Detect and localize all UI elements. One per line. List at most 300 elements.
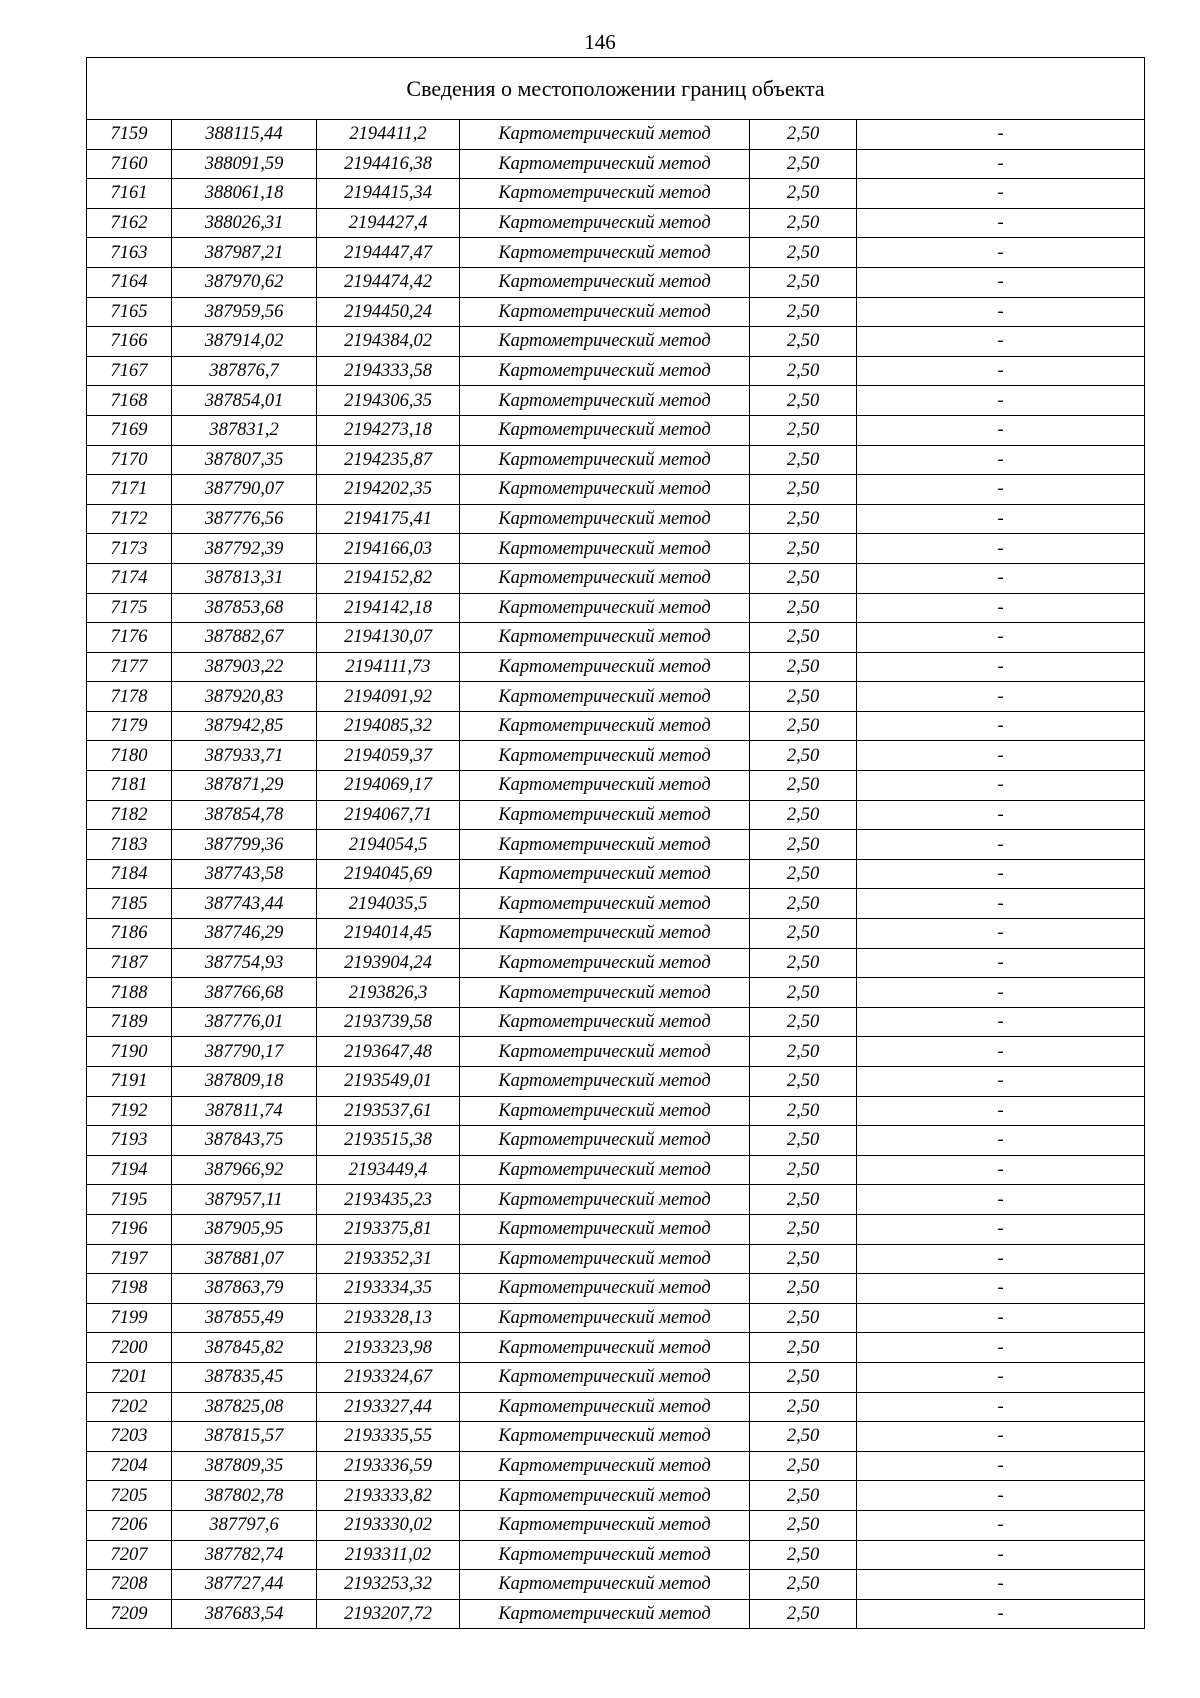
point-number-cell: 7176 — [87, 623, 172, 653]
x-coordinate-cell: 387957,11 — [172, 1185, 317, 1215]
point-number-cell: 7181 — [87, 771, 172, 801]
description-cell: - — [857, 623, 1145, 653]
method-cell: Картометрический метод — [460, 1274, 750, 1304]
point-number-cell: 7177 — [87, 652, 172, 682]
point-number-cell: 7184 — [87, 859, 172, 889]
description-cell: - — [857, 297, 1145, 327]
point-number-cell: 7169 — [87, 415, 172, 445]
point-number-cell: 7165 — [87, 297, 172, 327]
table-row — [87, 1333, 1145, 1363]
table-row — [87, 919, 1145, 949]
y-coordinate-cell: 2194069,17 — [317, 771, 460, 801]
method-cell: Картометрический метод — [460, 859, 750, 889]
table-row — [87, 1155, 1145, 1185]
y-coordinate-cell: 2194415,34 — [317, 179, 460, 209]
point-number-cell: 7193 — [87, 1126, 172, 1156]
y-coordinate-cell: 2194447,47 — [317, 238, 460, 268]
description-cell: - — [857, 504, 1145, 534]
description-cell: - — [857, 327, 1145, 357]
y-coordinate-cell: 2194175,41 — [317, 504, 460, 534]
x-coordinate-cell: 387776,01 — [172, 1007, 317, 1037]
description-cell: - — [857, 741, 1145, 771]
method-cell: Картометрический метод — [460, 919, 750, 949]
method-cell: Картометрический метод — [460, 356, 750, 386]
accuracy-cell: 2,50 — [750, 1244, 857, 1274]
accuracy-cell: 2,50 — [750, 741, 857, 771]
x-coordinate-cell: 387905,95 — [172, 1214, 317, 1244]
description-cell: - — [857, 652, 1145, 682]
description-cell: - — [857, 1303, 1145, 1333]
point-number-cell: 7186 — [87, 919, 172, 949]
accuracy-cell: 2,50 — [750, 1540, 857, 1570]
point-number-cell: 7174 — [87, 563, 172, 593]
table-row — [87, 475, 1145, 505]
y-coordinate-cell: 2194450,24 — [317, 297, 460, 327]
y-coordinate-cell: 2193549,01 — [317, 1067, 460, 1097]
y-coordinate-cell: 2193537,61 — [317, 1096, 460, 1126]
point-number-cell: 7166 — [87, 327, 172, 357]
x-coordinate-cell: 387766,68 — [172, 978, 317, 1008]
y-coordinate-cell: 2193449,4 — [317, 1155, 460, 1185]
method-cell: Картометрический метод — [460, 948, 750, 978]
table-row — [87, 1126, 1145, 1156]
y-coordinate-cell: 2194054,5 — [317, 830, 460, 860]
point-number-cell: 7161 — [87, 179, 172, 209]
x-coordinate-cell: 387845,82 — [172, 1333, 317, 1363]
point-number-cell: 7199 — [87, 1303, 172, 1333]
accuracy-cell: 2,50 — [750, 800, 857, 830]
description-cell: - — [857, 978, 1145, 1008]
accuracy-cell: 2,50 — [750, 682, 857, 712]
accuracy-cell: 2,50 — [750, 534, 857, 564]
description-cell: - — [857, 1570, 1145, 1600]
method-cell: Картометрический метод — [460, 741, 750, 771]
point-number-cell: 7209 — [87, 1599, 172, 1629]
point-number-cell: 7203 — [87, 1422, 172, 1452]
method-cell: Картометрический метод — [460, 1422, 750, 1452]
point-number-cell: 7195 — [87, 1185, 172, 1215]
accuracy-cell: 2,50 — [750, 1362, 857, 1392]
accuracy-cell: 2,50 — [750, 593, 857, 623]
description-cell: - — [857, 1155, 1145, 1185]
y-coordinate-cell: 2193330,02 — [317, 1510, 460, 1540]
accuracy-cell: 2,50 — [750, 1333, 857, 1363]
table-row — [87, 179, 1145, 209]
point-number-cell: 7159 — [87, 120, 172, 150]
x-coordinate-cell: 387876,7 — [172, 356, 317, 386]
description-cell: - — [857, 919, 1145, 949]
accuracy-cell: 2,50 — [750, 1185, 857, 1215]
point-number-cell: 7162 — [87, 208, 172, 238]
y-coordinate-cell: 2193335,55 — [317, 1422, 460, 1452]
point-number-cell: 7173 — [87, 534, 172, 564]
method-cell: Картометрический метод — [460, 534, 750, 564]
x-coordinate-cell: 387743,58 — [172, 859, 317, 889]
method-cell: Картометрический метод — [460, 1303, 750, 1333]
y-coordinate-cell: 2194091,92 — [317, 682, 460, 712]
y-coordinate-cell: 2194059,37 — [317, 741, 460, 771]
method-cell: Картометрический метод — [460, 415, 750, 445]
table-title-row — [87, 58, 1145, 120]
table-row — [87, 1392, 1145, 1422]
x-coordinate-cell: 387776,56 — [172, 504, 317, 534]
x-coordinate-cell: 387853,68 — [172, 593, 317, 623]
x-coordinate-cell: 388061,18 — [172, 179, 317, 209]
accuracy-cell: 2,50 — [750, 238, 857, 268]
description-cell: - — [857, 208, 1145, 238]
table-row — [87, 800, 1145, 830]
method-cell: Картометрический метод — [460, 1214, 750, 1244]
point-number-cell: 7190 — [87, 1037, 172, 1067]
x-coordinate-cell: 387727,44 — [172, 1570, 317, 1600]
x-coordinate-cell: 387933,71 — [172, 741, 317, 771]
accuracy-cell: 2,50 — [750, 1037, 857, 1067]
y-coordinate-cell: 2194416,38 — [317, 149, 460, 179]
description-cell: - — [857, 563, 1145, 593]
y-coordinate-cell: 2193334,35 — [317, 1274, 460, 1304]
x-coordinate-cell: 387843,75 — [172, 1126, 317, 1156]
description-cell: - — [857, 1422, 1145, 1452]
method-cell: Картометрический метод — [460, 149, 750, 179]
description-cell: - — [857, 1451, 1145, 1481]
method-cell: Картометрический метод — [460, 120, 750, 150]
point-number-cell: 7179 — [87, 711, 172, 741]
description-cell: - — [857, 889, 1145, 919]
point-number-cell: 7200 — [87, 1333, 172, 1363]
table-row — [87, 1244, 1145, 1274]
table-row — [87, 593, 1145, 623]
x-coordinate-cell: 388026,31 — [172, 208, 317, 238]
accuracy-cell: 2,50 — [750, 208, 857, 238]
accuracy-cell: 2,50 — [750, 1303, 857, 1333]
method-cell: Картометрический метод — [460, 563, 750, 593]
method-cell: Картометрический метод — [460, 208, 750, 238]
method-cell: Картометрический метод — [460, 1362, 750, 1392]
description-cell: - — [857, 1214, 1145, 1244]
method-cell: Картометрический метод — [460, 238, 750, 268]
description-cell: - — [857, 534, 1145, 564]
point-number-cell: 7196 — [87, 1214, 172, 1244]
method-cell: Картометрический метод — [460, 327, 750, 357]
description-cell: - — [857, 386, 1145, 416]
y-coordinate-cell: 2194111,73 — [317, 652, 460, 682]
accuracy-cell: 2,50 — [750, 1392, 857, 1422]
method-cell: Картометрический метод — [460, 978, 750, 1008]
table-row — [87, 415, 1145, 445]
description-cell: - — [857, 1185, 1145, 1215]
x-coordinate-cell: 387813,31 — [172, 563, 317, 593]
method-cell: Картометрический метод — [460, 475, 750, 505]
table-row — [87, 978, 1145, 1008]
y-coordinate-cell: 2194306,35 — [317, 386, 460, 416]
table-row — [87, 120, 1145, 150]
method-cell: Картометрический метод — [460, 889, 750, 919]
method-cell: Картометрический метод — [460, 682, 750, 712]
y-coordinate-cell: 2193333,82 — [317, 1481, 460, 1511]
accuracy-cell: 2,50 — [750, 652, 857, 682]
table-row — [87, 623, 1145, 653]
table-row — [87, 1007, 1145, 1037]
y-coordinate-cell: 2193435,23 — [317, 1185, 460, 1215]
method-cell: Картометрический метод — [460, 1540, 750, 1570]
accuracy-cell: 2,50 — [750, 978, 857, 1008]
x-coordinate-cell: 387792,39 — [172, 534, 317, 564]
point-number-cell: 7202 — [87, 1392, 172, 1422]
x-coordinate-cell: 387790,17 — [172, 1037, 317, 1067]
point-number-cell: 7198 — [87, 1274, 172, 1304]
point-number-cell: 7191 — [87, 1067, 172, 1097]
description-cell: - — [857, 830, 1145, 860]
y-coordinate-cell: 2194411,2 — [317, 120, 460, 150]
y-coordinate-cell: 2193904,24 — [317, 948, 460, 978]
y-coordinate-cell: 2193311,02 — [317, 1540, 460, 1570]
x-coordinate-cell: 387942,85 — [172, 711, 317, 741]
description-cell: - — [857, 1244, 1145, 1274]
point-number-cell: 7207 — [87, 1540, 172, 1570]
x-coordinate-cell: 387799,36 — [172, 830, 317, 860]
y-coordinate-cell: 2194384,02 — [317, 327, 460, 357]
point-number-cell: 7205 — [87, 1481, 172, 1511]
x-coordinate-cell: 387854,01 — [172, 386, 317, 416]
y-coordinate-cell: 2193253,32 — [317, 1570, 460, 1600]
y-coordinate-cell: 2194333,58 — [317, 356, 460, 386]
accuracy-cell: 2,50 — [750, 1570, 857, 1600]
method-cell: Картометрический метод — [460, 1510, 750, 1540]
method-cell: Картометрический метод — [460, 1599, 750, 1629]
x-coordinate-cell: 387881,07 — [172, 1244, 317, 1274]
method-cell: Картометрический метод — [460, 623, 750, 653]
description-cell: - — [857, 593, 1145, 623]
method-cell: Картометрический метод — [460, 386, 750, 416]
y-coordinate-cell: 2193327,44 — [317, 1392, 460, 1422]
accuracy-cell: 2,50 — [750, 386, 857, 416]
method-cell: Картометрический метод — [460, 800, 750, 830]
description-cell: - — [857, 948, 1145, 978]
accuracy-cell: 2,50 — [750, 711, 857, 741]
x-coordinate-cell: 387782,74 — [172, 1540, 317, 1570]
method-cell: Картометрический метод — [460, 1067, 750, 1097]
x-coordinate-cell: 387970,62 — [172, 267, 317, 297]
point-number-cell: 7164 — [87, 267, 172, 297]
accuracy-cell: 2,50 — [750, 1510, 857, 1540]
table-row — [87, 356, 1145, 386]
accuracy-cell: 2,50 — [750, 267, 857, 297]
y-coordinate-cell: 2193323,98 — [317, 1333, 460, 1363]
y-coordinate-cell: 2193328,13 — [317, 1303, 460, 1333]
x-coordinate-cell: 387920,83 — [172, 682, 317, 712]
x-coordinate-cell: 387987,21 — [172, 238, 317, 268]
description-cell: - — [857, 445, 1145, 475]
description-cell: - — [857, 1599, 1145, 1629]
table-row — [87, 889, 1145, 919]
x-coordinate-cell: 387831,2 — [172, 415, 317, 445]
method-cell: Картометрический метод — [460, 1037, 750, 1067]
x-coordinate-cell: 387809,18 — [172, 1067, 317, 1097]
method-cell: Картометрический метод — [460, 1007, 750, 1037]
table-row — [87, 682, 1145, 712]
point-number-cell: 7208 — [87, 1570, 172, 1600]
table-row — [87, 830, 1145, 860]
accuracy-cell: 2,50 — [750, 1007, 857, 1037]
page-number: 146 — [584, 30, 616, 54]
accuracy-cell: 2,50 — [750, 771, 857, 801]
point-number-cell: 7180 — [87, 741, 172, 771]
accuracy-cell: 2,50 — [750, 120, 857, 150]
method-cell: Картометрический метод — [460, 830, 750, 860]
point-number-cell: 7197 — [87, 1244, 172, 1274]
table-row — [87, 1303, 1145, 1333]
x-coordinate-cell: 387790,07 — [172, 475, 317, 505]
y-coordinate-cell: 2193324,67 — [317, 1362, 460, 1392]
accuracy-cell: 2,50 — [750, 1422, 857, 1452]
description-cell: - — [857, 800, 1145, 830]
table-row — [87, 652, 1145, 682]
y-coordinate-cell: 2194166,03 — [317, 534, 460, 564]
x-coordinate-cell: 387914,02 — [172, 327, 317, 357]
point-number-cell: 7182 — [87, 800, 172, 830]
table-row — [87, 1096, 1145, 1126]
method-cell: Картометрический метод — [460, 267, 750, 297]
point-number-cell: 7189 — [87, 1007, 172, 1037]
x-coordinate-cell: 387743,44 — [172, 889, 317, 919]
method-cell: Картометрический метод — [460, 593, 750, 623]
x-coordinate-cell: 387802,78 — [172, 1481, 317, 1511]
accuracy-cell: 2,50 — [750, 327, 857, 357]
table-row — [87, 1422, 1145, 1452]
method-cell: Картометрический метод — [460, 771, 750, 801]
method-cell: Картометрический метод — [460, 1570, 750, 1600]
accuracy-cell: 2,50 — [750, 415, 857, 445]
point-number-cell: 7178 — [87, 682, 172, 712]
description-cell: - — [857, 1540, 1145, 1570]
point-number-cell: 7183 — [87, 830, 172, 860]
description-cell: - — [857, 267, 1145, 297]
y-coordinate-cell: 2194014,45 — [317, 919, 460, 949]
method-cell: Картометрический метод — [460, 297, 750, 327]
table-row — [87, 1540, 1145, 1570]
x-coordinate-cell: 387815,57 — [172, 1422, 317, 1452]
table-row — [87, 711, 1145, 741]
description-cell: - — [857, 1392, 1145, 1422]
y-coordinate-cell: 2194130,07 — [317, 623, 460, 653]
table-row — [87, 771, 1145, 801]
method-cell: Картометрический метод — [460, 1096, 750, 1126]
table-row — [87, 445, 1145, 475]
accuracy-cell: 2,50 — [750, 1067, 857, 1097]
table-row — [87, 1214, 1145, 1244]
accuracy-cell: 2,50 — [750, 563, 857, 593]
point-number-cell: 7167 — [87, 356, 172, 386]
table-row — [87, 1451, 1145, 1481]
point-number-cell: 7160 — [87, 149, 172, 179]
boundary-coordinates-table — [86, 57, 1145, 1629]
description-cell: - — [857, 1096, 1145, 1126]
description-cell: - — [857, 711, 1145, 741]
table-row — [87, 1481, 1145, 1511]
point-number-cell: 7206 — [87, 1510, 172, 1540]
description-cell: - — [857, 149, 1145, 179]
accuracy-cell: 2,50 — [750, 889, 857, 919]
accuracy-cell: 2,50 — [750, 1214, 857, 1244]
table-row — [87, 297, 1145, 327]
point-number-cell: 7201 — [87, 1362, 172, 1392]
y-coordinate-cell: 2194273,18 — [317, 415, 460, 445]
point-number-cell: 7170 — [87, 445, 172, 475]
method-cell: Картометрический метод — [460, 1451, 750, 1481]
method-cell: Картометрический метод — [460, 1126, 750, 1156]
method-cell: Картометрический метод — [460, 652, 750, 682]
x-coordinate-cell: 387863,79 — [172, 1274, 317, 1304]
accuracy-cell: 2,50 — [750, 445, 857, 475]
accuracy-cell: 2,50 — [750, 179, 857, 209]
x-coordinate-cell: 387807,35 — [172, 445, 317, 475]
accuracy-cell: 2,50 — [750, 948, 857, 978]
accuracy-cell: 2,50 — [750, 504, 857, 534]
x-coordinate-cell: 387754,93 — [172, 948, 317, 978]
accuracy-cell: 2,50 — [750, 1481, 857, 1511]
point-number-cell: 7192 — [87, 1096, 172, 1126]
y-coordinate-cell: 2194474,42 — [317, 267, 460, 297]
y-coordinate-cell: 2193826,3 — [317, 978, 460, 1008]
point-number-cell: 7163 — [87, 238, 172, 268]
description-cell: - — [857, 1274, 1145, 1304]
table-row — [87, 1362, 1145, 1392]
description-cell: - — [857, 475, 1145, 505]
y-coordinate-cell: 2194142,18 — [317, 593, 460, 623]
description-cell: - — [857, 238, 1145, 268]
x-coordinate-cell: 387835,45 — [172, 1362, 317, 1392]
x-coordinate-cell: 387811,74 — [172, 1096, 317, 1126]
method-cell: Картометрический метод — [460, 1185, 750, 1215]
y-coordinate-cell: 2194152,82 — [317, 563, 460, 593]
table-row — [87, 1067, 1145, 1097]
y-coordinate-cell: 2193647,48 — [317, 1037, 460, 1067]
table-row — [87, 859, 1145, 889]
accuracy-cell: 2,50 — [750, 859, 857, 889]
table-row — [87, 267, 1145, 297]
x-coordinate-cell: 387882,67 — [172, 623, 317, 653]
y-coordinate-cell: 2193739,58 — [317, 1007, 460, 1037]
y-coordinate-cell: 2194202,35 — [317, 475, 460, 505]
description-cell: - — [857, 859, 1145, 889]
table-row — [87, 208, 1145, 238]
table-row — [87, 327, 1145, 357]
point-number-cell: 7185 — [87, 889, 172, 919]
accuracy-cell: 2,50 — [750, 1599, 857, 1629]
description-cell: - — [857, 1481, 1145, 1511]
table-row — [87, 1274, 1145, 1304]
description-cell: - — [857, 179, 1145, 209]
table-row — [87, 1185, 1145, 1215]
description-cell: - — [857, 1037, 1145, 1067]
accuracy-cell: 2,50 — [750, 356, 857, 386]
table-row — [87, 741, 1145, 771]
method-cell: Картометрический метод — [460, 1481, 750, 1511]
y-coordinate-cell: 2193375,81 — [317, 1214, 460, 1244]
x-coordinate-cell: 387855,49 — [172, 1303, 317, 1333]
accuracy-cell: 2,50 — [750, 1451, 857, 1481]
point-number-cell: 7188 — [87, 978, 172, 1008]
table-row — [87, 948, 1145, 978]
y-coordinate-cell: 2194067,71 — [317, 800, 460, 830]
x-coordinate-cell: 387871,29 — [172, 771, 317, 801]
y-coordinate-cell: 2194235,87 — [317, 445, 460, 475]
y-coordinate-cell: 2193352,31 — [317, 1244, 460, 1274]
x-coordinate-cell: 387746,29 — [172, 919, 317, 949]
accuracy-cell: 2,50 — [750, 1155, 857, 1185]
x-coordinate-cell: 387959,56 — [172, 297, 317, 327]
x-coordinate-cell: 387683,54 — [172, 1599, 317, 1629]
